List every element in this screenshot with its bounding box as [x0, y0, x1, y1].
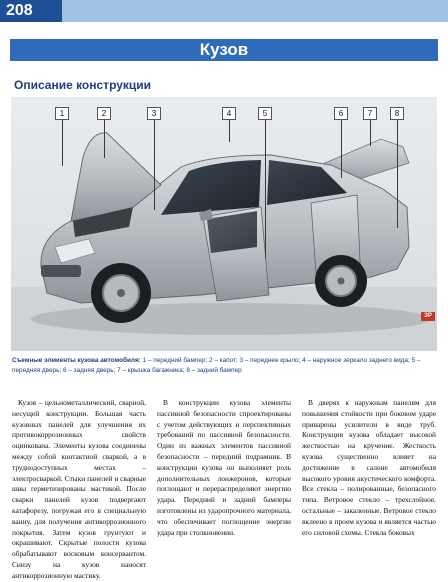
callout-line-6	[341, 118, 342, 178]
callout-line-3	[154, 118, 155, 210]
callout-4: 4	[222, 107, 236, 120]
car-photo	[11, 97, 437, 351]
callout-line-4	[229, 118, 230, 142]
callout-line-1	[62, 118, 63, 166]
callout-5: 5	[258, 107, 272, 120]
caption-body: 1 – передний бампер; 2 – капот; 3 – переднее крыло; 4 – наружное зеркало заднего вида; 5 – передняя дверь; 6 – задняя дверь; 7 – крышка багажника; 8 – задний бампер	[12, 357, 421, 374]
callout-line-2	[104, 118, 105, 158]
paragraph: В конструкции кузова элементы пассивной безопасности спроектированы с учетом действующих и перспективных требований по пассивной безопасности. Один из важных элементов пассивной безопасности – передний подрамник. В конструкции кузова он выполняет роль дополнительных лонжеронов, которые поглощают и перераспределяют энергию удара. Передний и задний бамперы изготовлены из ударопрочного материала, что обеспечивает поглощение энергии удара при столкновении.	[157, 398, 291, 537]
callout-1: 1	[55, 107, 69, 120]
section-title: Кузов	[10, 39, 438, 61]
text-column-2	[157, 398, 291, 568]
callout-6: 6	[334, 107, 348, 120]
callout-7: 7	[363, 107, 377, 120]
text-column-1	[12, 398, 146, 580]
callout-line-8	[397, 118, 398, 228]
page-number: 208	[0, 0, 62, 22]
callout-3: 3	[147, 107, 161, 120]
subsection-title: Описание конструкции	[14, 78, 152, 92]
header-band	[62, 0, 448, 22]
callout-2: 2	[97, 107, 111, 120]
publisher-logo: ЗР	[421, 312, 435, 321]
body-text	[12, 398, 440, 580]
callout-8: 8	[390, 107, 404, 120]
figure-caption	[12, 356, 438, 375]
caption-lead: Съемные элементы кузова автомобиля:	[12, 357, 141, 364]
text-column-3	[302, 398, 436, 568]
callout-line-5	[265, 118, 266, 258]
paragraph: Кузов – цельнометаллический, сварной, несущей конструкции. Большая часть кузовных панелей для улучшения их противокоррозионных свойств оцинкована. Элементы кузова соединены между собой контактной сваркой, а в труднодоступных местах – электросваркой. Стыки панелей и сварные швы герметизированы мастикой. После сварки панелей кузов подвергают катафорезу, погружая его в специальную ванну, для получения антикоррозионного покрытия. Затем кузов грунтуют и окрашивают. Скрытые полости кузова обрабатывают восковым консервантом. Снизу на кузов наносят антикоррозионную мастику.	[12, 398, 146, 580]
callout-line-7	[370, 118, 371, 146]
paragraph: В дверях к наружным панелям для повышения стойкости при боковом ударе приварены усилители в виде труб. Конструкция кузова обладает высокой жесткостью на кручение. Жесткость кузова существенно влияет на достижение в салоне автомобиля высокого уровня акустического комфорта. Все стекла – полированные, безопасного типа. Ветровое стекло – трехслойное, остальные – закаленные. Ветровое стекло вклеено в проем кузова и является частью его силовой схемы. Стекла боковых	[302, 398, 436, 537]
